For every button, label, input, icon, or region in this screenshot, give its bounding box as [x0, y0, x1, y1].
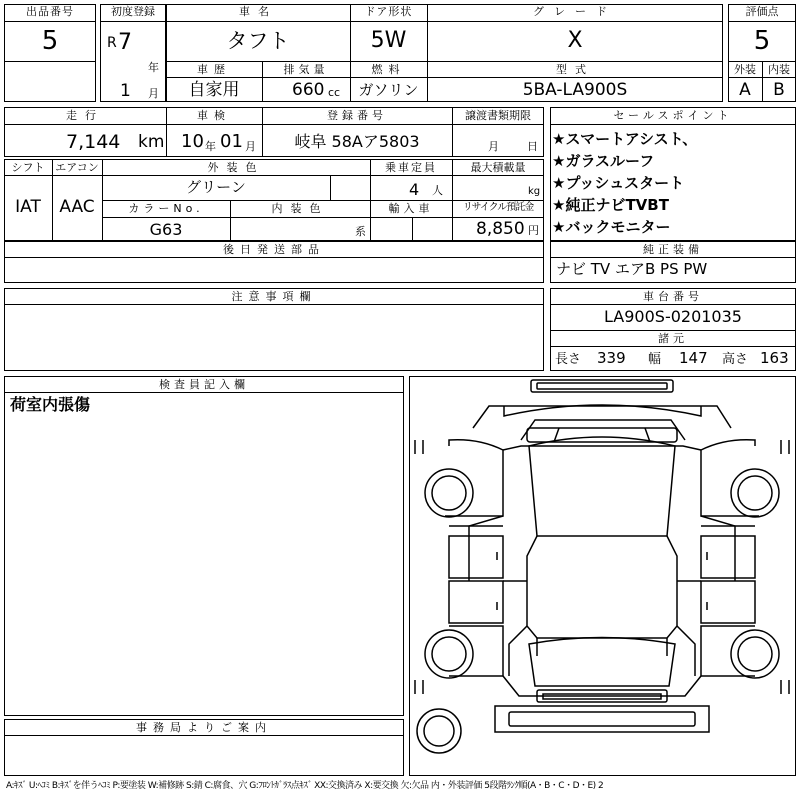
recycle-deposit-label: リサイクル預託金: [462, 202, 534, 213]
first-registration-label: 初度登録: [111, 5, 155, 18]
width-value: 147: [679, 349, 708, 367]
capacity-unit: 人: [432, 184, 443, 197]
transfer-month-unit: 月: [488, 140, 499, 153]
sales-points-label: セールスポイント: [613, 109, 733, 122]
length-value: 339: [597, 349, 626, 367]
lot-number-label: 出品番号: [26, 5, 74, 18]
fuel-value: ガソリン: [358, 81, 419, 99]
shift-value: IAT: [15, 197, 41, 217]
notes-label: 注意事項欄: [231, 290, 317, 303]
displacement-label: 排気量: [283, 63, 329, 76]
sales-point-item: ★スマートアシスト、: [552, 130, 698, 148]
exterior-color-label: 外装色: [207, 161, 265, 174]
door-type-label: ドア形状: [364, 5, 413, 18]
displacement-value: 660: [292, 80, 325, 100]
displacement-unit: cc: [328, 86, 341, 99]
grade-value: X: [567, 28, 583, 53]
chassis-label: 車台番号: [643, 290, 703, 303]
registration-month: 1: [120, 81, 131, 101]
length-label: 長さ: [555, 352, 582, 367]
inspection-year: 10: [181, 131, 204, 152]
mileage-label: 走行: [66, 109, 104, 122]
vehicle-name-value: タフト: [226, 29, 290, 53]
inspection-year-unit: 年: [205, 140, 216, 153]
registration-year-unit: 年: [148, 61, 159, 74]
color-number-label: カラーNo.: [128, 202, 204, 215]
aircon-value: AAC: [59, 197, 95, 217]
history-value: 自家用: [188, 80, 240, 100]
height-value: 163: [760, 349, 789, 367]
genuine-equipment-value: ナビ TV エアB PS PW: [556, 260, 708, 278]
capacity-value: 4: [409, 180, 420, 199]
mileage-value: 7,144: [66, 131, 121, 153]
transfer-day-unit: 日: [527, 140, 538, 153]
sales-point-item: ★純正ナビTVBT: [552, 196, 669, 214]
inspector-box: [4, 376, 404, 716]
mileage-unit: km: [138, 132, 165, 152]
registration-month-unit: 月: [148, 87, 159, 100]
exterior-color-value: グリーン: [186, 178, 246, 196]
aircon-label: エアコン: [55, 161, 99, 174]
inspector-label: 検査員記入欄: [159, 378, 249, 391]
max-load-unit: kg: [528, 186, 541, 197]
max-load-label: 最大積載量: [470, 161, 526, 174]
specs-label: 諸元: [658, 332, 688, 345]
interior-score: B: [773, 80, 785, 100]
door-type-value: 5W: [370, 28, 407, 53]
exterior-label: 外装: [734, 63, 756, 76]
damage-legend: A:ｷｽﾞ U:ﾍｺﾐ B:ｷｽﾞを伴うﾍｺﾐ P:要塗装 W:補修跡 S:錆 C:腐食、穴 G:ﾌﾛﾝﾄｶﾞﾗｽ点ｷｽﾞ XX:交換済み X:要交換 欠:欠品 内・外装評価 5段階ﾗﾝｸ順(A・B・C・D・E) 2: [6, 781, 604, 791]
vehicle-name-label: 車名: [239, 5, 277, 18]
interior-label: 内装: [768, 63, 790, 76]
width-label: 幅: [648, 352, 662, 367]
later-parts-label: 後日発送部品: [223, 243, 325, 256]
inspector-comment: 荷室内張傷: [10, 395, 91, 414]
chassis-value: LA900S-0201035: [604, 307, 742, 326]
sales-point-item: ★ガラスルーフ: [552, 152, 655, 170]
registration-year: 7: [118, 30, 132, 55]
color-number-value: G63: [149, 220, 183, 239]
height-label: 高さ: [722, 352, 749, 367]
model-value: 5BA-LA900S: [522, 80, 628, 100]
score-value: 5: [753, 26, 771, 56]
recycle-deposit-unit: 円: [528, 224, 539, 237]
model-label: 型式: [556, 63, 594, 76]
vehicle-damage-diagram: [409, 376, 796, 776]
genuine-equipment-label: 純正装備: [643, 243, 703, 256]
sales-point-item: ★バックモニター: [552, 218, 671, 236]
interior-color-unit: 系: [355, 225, 366, 238]
inspection-month: 01: [220, 131, 243, 152]
shift-label: シフト: [11, 161, 45, 174]
sales-point-item: ★プッシュスタート: [552, 174, 685, 192]
interior-color-label: 内装色: [271, 202, 329, 215]
fuel-label: 燃料: [371, 63, 406, 76]
history-label: 車歴: [197, 63, 231, 76]
recycle-deposit-value: 8,850: [476, 219, 525, 239]
import-label: 輸入車: [388, 202, 434, 215]
inspection-month-unit: 月: [245, 140, 256, 153]
plate-value: 岐阜 58Aア5803: [294, 132, 420, 151]
score-label: 評価点: [745, 5, 779, 18]
transfer-deadline-label: 譲渡書類期限: [465, 109, 531, 122]
exterior-score: A: [739, 80, 751, 100]
office-label: 事務局よりご案内: [136, 721, 272, 734]
plate-label: 登録番号: [327, 109, 387, 122]
inspection-label: 車検: [197, 109, 231, 122]
registration-era: R: [107, 35, 117, 51]
lot-number-value: 5: [41, 26, 59, 56]
capacity-label: 乗車定員: [385, 161, 437, 174]
grade-label: グレード: [533, 5, 617, 18]
